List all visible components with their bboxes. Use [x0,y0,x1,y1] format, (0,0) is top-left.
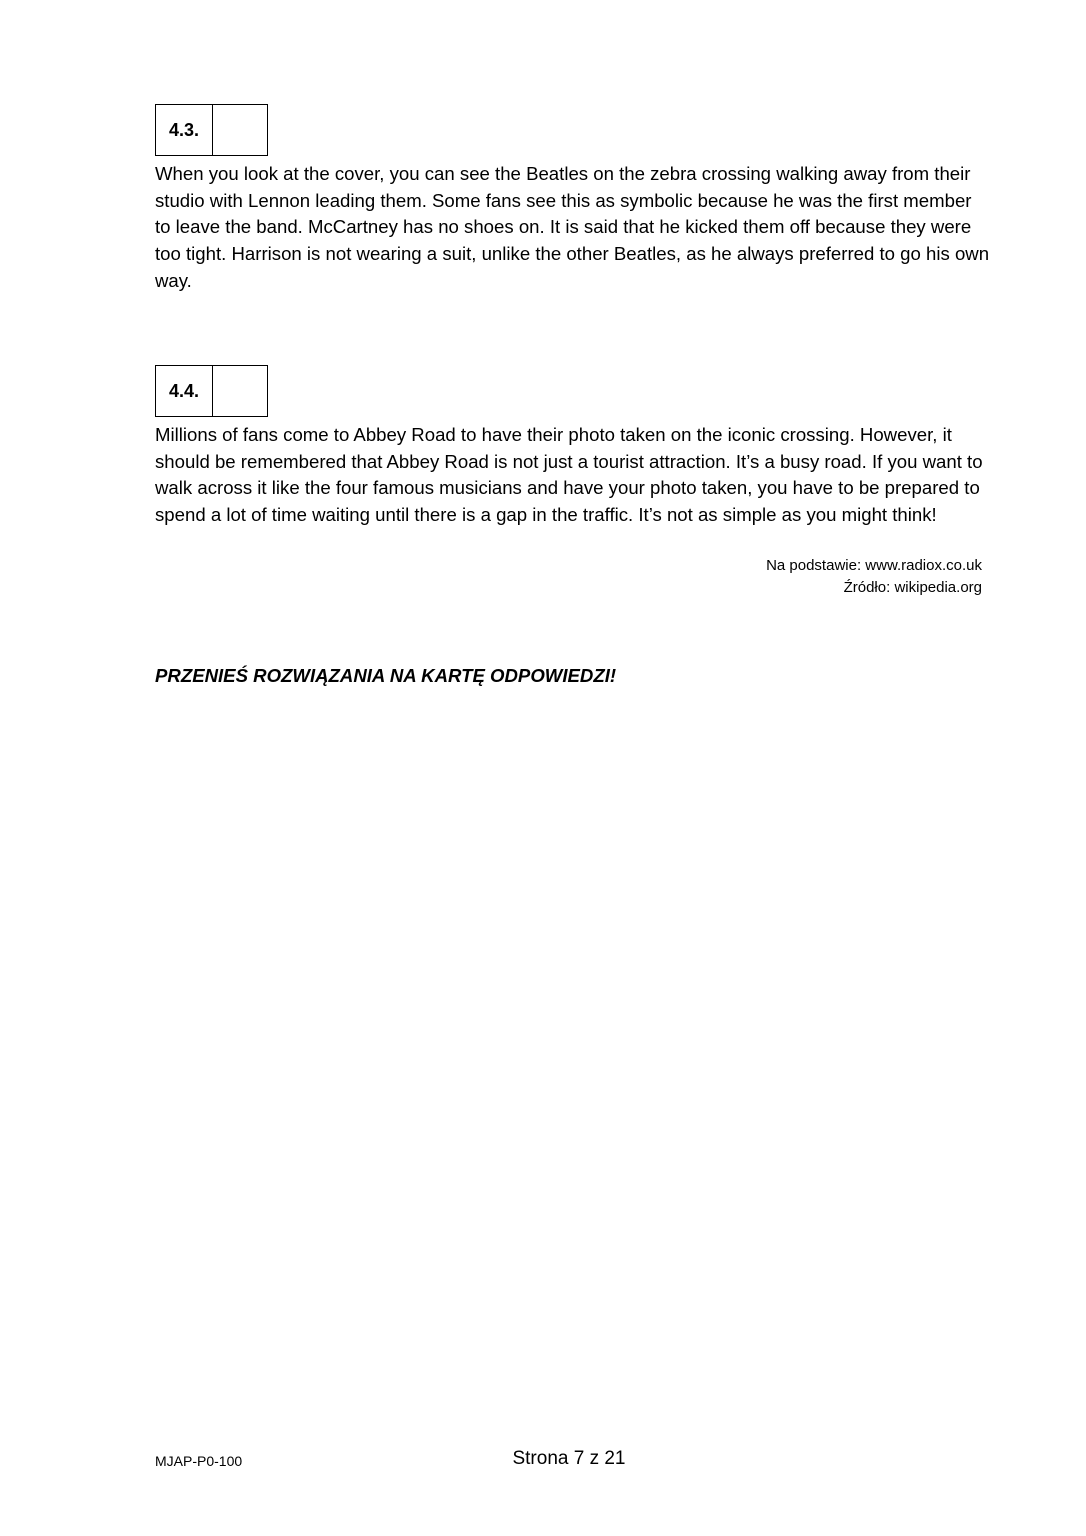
task-score-field [213,105,267,155]
source-based-on: Na podstawie: www.radiox.co.uk [766,557,982,574]
task-number: 4.4. [156,366,213,416]
task-4-4-text: Millions of fans come to Abbey Road to have their photo taken on the iconic crossing. However, it should be remembered that Abbey Road is not just a tourist attraction. It’s a busy road. If you want to walk across it like the four famous musicians and have your photo taken, you have to be prepared to spend a lot of time waiting until there is a gap in the traffic. It’s not as simple as you might think! [155,424,983,526]
task-4-3-text: When you look at the cover, you can see the Beatles on the zebra crossing walking away from their studio with Lennon leading them. Some fans see this as symbolic because he was the first member to leave the band. McCartney has no shoes on. It is said that he kicked them off because they were too tight. Harrison is not wearing a suit, unlike the other Beatles, as he always preferred to go his own way. [155,163,990,291]
task-number-box-4-3 [155,104,268,156]
task-score-field [213,366,267,416]
transfer-answers-notice: PRZENIEŚ ROZWIĄZANIA NA KARTĘ ODPOWIEDZI! [155,665,617,686]
task-number: 4.3. [156,105,213,155]
exam-code: MJAP-P0-100 [155,1453,243,1469]
page-number: Strona 7 z 21 [512,1448,626,1469]
task-number-box-4-4 [155,365,268,417]
source-origin: Źródło: wikipedia.org [843,579,982,596]
